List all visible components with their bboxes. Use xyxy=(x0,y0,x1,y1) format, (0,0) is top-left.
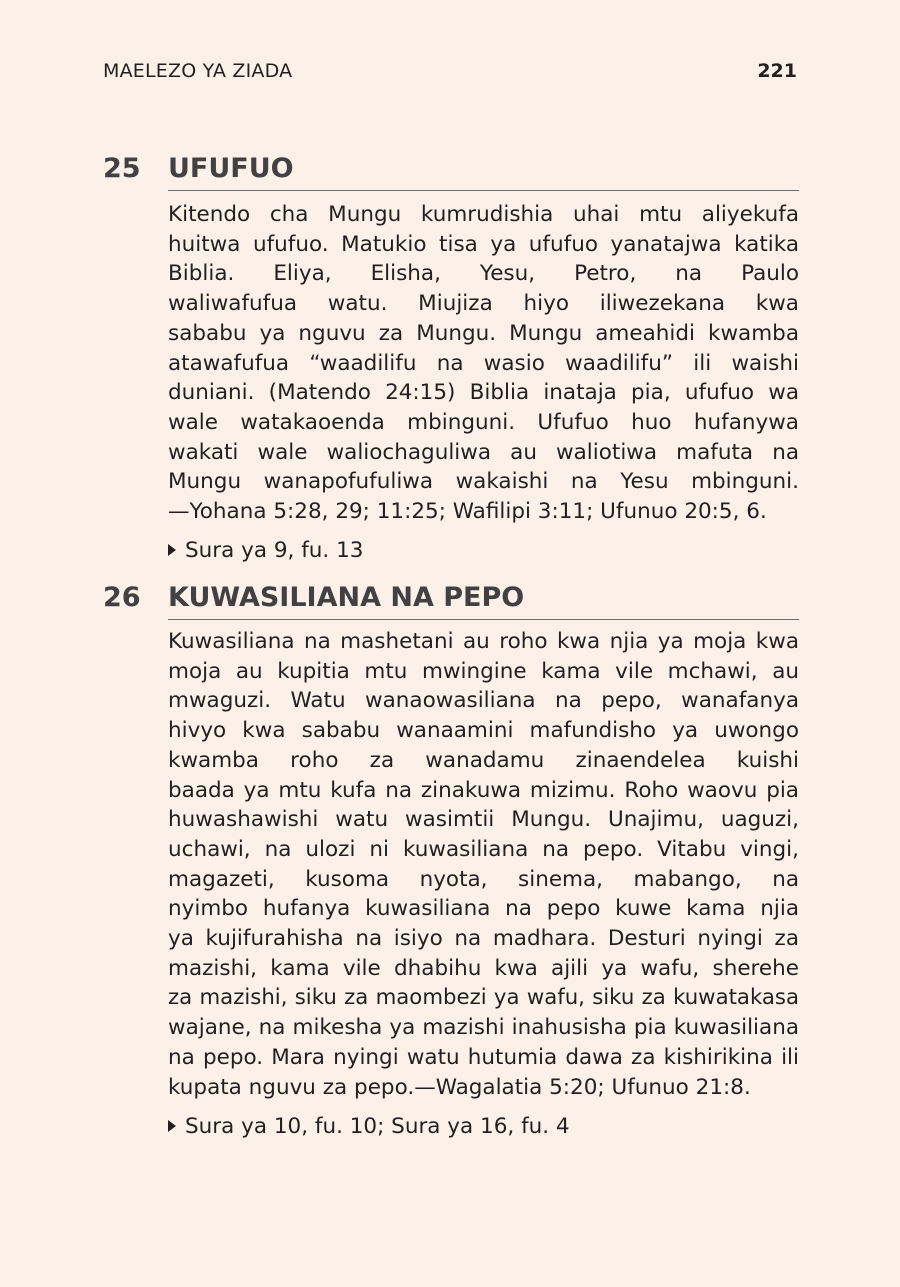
body-line: wakati wale waliochaguliwa au waliotiwa mafuta na xyxy=(168,439,799,465)
body-line: moja au kupitia mtu mwingine kama vile mchawi, au xyxy=(168,658,799,684)
body-line: nyimbo hufanya kuwasiliana na pepo kuwe kama njia xyxy=(168,896,799,922)
section-body xyxy=(168,200,799,527)
page-number: 221 xyxy=(757,60,797,82)
body-line: za mazishi, siku za maombezi ya wafu, siku za kuwatakasa xyxy=(168,985,799,1011)
body-line: waliwafufua watu. Miujiza hiyo iliwezekana kwa xyxy=(168,291,799,317)
body-line: Kuwasiliana na mashetani au roho kwa njia ya moja kwa xyxy=(168,629,799,654)
triangle-bullet-icon xyxy=(168,1120,176,1132)
body-line: wale watakaoenda mbinguni. Ufufuo huo hufanywa xyxy=(168,409,799,435)
triangle-bullet-icon xyxy=(168,544,176,556)
body-line: ya kujifurahisha na isiyo na madhara. Desturi nyingi za xyxy=(168,926,799,952)
running-title: MAELEZO YA ZIADA xyxy=(103,60,293,82)
section-divider xyxy=(168,190,799,191)
reference-text: Sura ya 9, fu. 13 xyxy=(185,538,364,563)
body-line: hivyo kwa sababu wanaamini mafundisho ya uwongo xyxy=(168,718,799,744)
body-line: Mungu wanapofufuliwa wakaishi na Yesu mbinguni. xyxy=(168,469,799,495)
body-line: kwamba roho za wanadamu zinaendelea kuishi xyxy=(168,747,799,773)
section-title: UFUFUO xyxy=(168,153,294,184)
section-number: 26 xyxy=(103,582,141,613)
body-line: uchawi, na ulozi ni kuwasiliana na pepo. Vitabu vingi, xyxy=(168,836,799,862)
body-line: baada ya mtu kufa na zinakuwa mizimu. Roho waovu pia xyxy=(168,777,799,803)
body-line: magazeti, kusoma nyota, sinema, mabango, na xyxy=(168,866,799,892)
body-line: —Yohana 5:28, 29; 11:25; Wafilipi 3:11; Ufunuo 20:5, 6. xyxy=(168,499,767,525)
body-line: sababu ya nguvu za Mungu. Mungu ameahidi kwamba xyxy=(168,320,799,346)
section-number: 25 xyxy=(103,153,141,184)
section-divider xyxy=(168,619,799,620)
body-line: mwaguzi. Watu wanaowasiliana na pepo, wanafanya xyxy=(168,688,799,714)
body-line: atawafufua “waadilifu na wasio waadilifu” ili waishi xyxy=(168,350,799,376)
section-body xyxy=(168,627,799,1102)
body-line: kupata nguvu za pepo.—Wagalatia 5:20; Ufunuo 21:8. xyxy=(168,1074,751,1100)
body-line: na pepo. Mara nyingi watu hutumia dawa za kishirikina ili xyxy=(168,1044,799,1070)
reference-text: Sura ya 10, fu. 10; Sura ya 16, fu. 4 xyxy=(185,1114,570,1139)
chapter-reference xyxy=(168,1114,570,1139)
body-line: Biblia. Eliya, Elisha, Yesu, Petro, na Paulo xyxy=(168,261,799,287)
body-line: Kitendo cha Mungu kumrudishia uhai mtu aliyekufa xyxy=(168,202,799,227)
chapter-reference xyxy=(168,538,363,563)
section-title: KUWASILIANA NA PEPO xyxy=(168,582,525,613)
body-line: duniani. (Matendo 24:15) Biblia inataja pia, ufufuo wa xyxy=(168,380,799,406)
body-line: huwashawishi watu wasimtii Mungu. Unajimu, uaguzi, xyxy=(168,807,799,833)
body-line: huitwa ufufuo. Matukio tisa ya ufufuo yanatajwa katika xyxy=(168,231,799,257)
body-line: wajane, na mikesha ya mazishi inahusisha pia kuwasiliana xyxy=(168,1015,799,1041)
body-line: mazishi, kama vile dhabihu kwa ajili ya wafu, sherehe xyxy=(168,955,799,981)
